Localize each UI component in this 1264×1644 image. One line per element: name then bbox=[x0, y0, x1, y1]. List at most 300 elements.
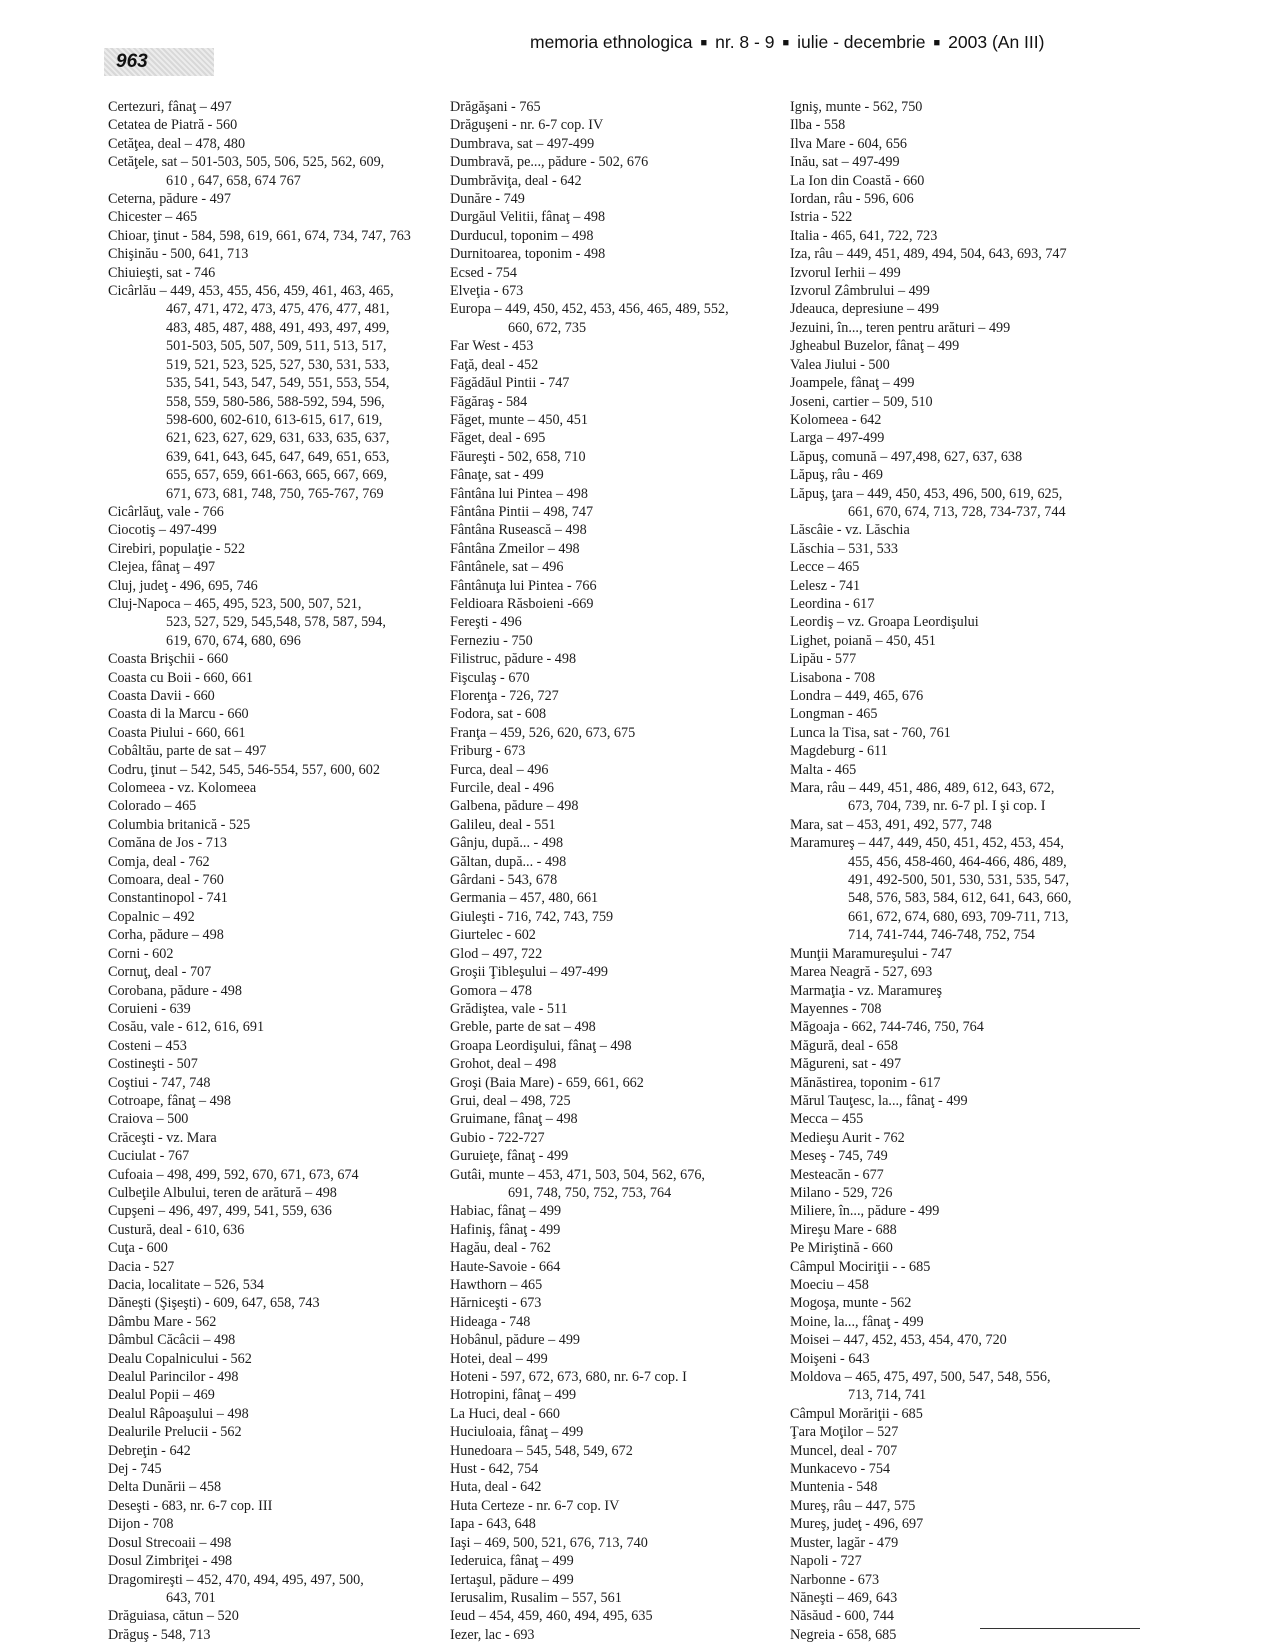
index-entry-text: Corobana, pădure - 498 bbox=[108, 982, 242, 999]
index-entry bbox=[450, 1331, 780, 1349]
index-entry bbox=[450, 1202, 780, 1220]
index-entry-text: Far West - 453 bbox=[450, 338, 534, 355]
index-entry bbox=[450, 1092, 780, 1110]
index-entry bbox=[790, 1478, 1120, 1496]
index-entry bbox=[450, 208, 780, 226]
index-entry bbox=[108, 945, 438, 963]
index-entry bbox=[450, 448, 780, 466]
issue-year: 2003 (An III) bbox=[948, 32, 1045, 52]
index-entry bbox=[108, 540, 438, 558]
index-entry-text: Găltan, după... - 498 bbox=[450, 853, 567, 870]
index-entry-text: Cupşeni – 496, 497, 499, 541, 559, 636 bbox=[108, 1203, 332, 1220]
index-entry-text: Iezer, lac - 693 bbox=[450, 1626, 535, 1643]
page-number: 963 bbox=[104, 48, 214, 76]
index-entry bbox=[790, 577, 1120, 595]
index-entry bbox=[450, 724, 780, 742]
index-entry-text: Germania – 457, 480, 661 bbox=[450, 890, 599, 907]
index-entry-text: Lăpuş, ţara – 449, 450, 453, 496, 500, 619, 625, bbox=[790, 485, 1063, 502]
index-entry bbox=[108, 1000, 438, 1018]
index-entry-continuation: 619, 670, 674, 680, 696 bbox=[166, 632, 301, 649]
index-entry-text: Cornuţ, deal - 707 bbox=[108, 964, 212, 981]
index-entry bbox=[450, 1386, 780, 1404]
index-entry bbox=[108, 1092, 438, 1110]
index-entry-text: Dăneşti (Şişeşti) - 609, 647, 658, 743 bbox=[108, 1295, 320, 1312]
index-entry-text: Ilba - 558 bbox=[790, 117, 846, 134]
index-entry bbox=[790, 319, 1120, 337]
index-entry bbox=[108, 1313, 438, 1331]
index-entry-text: Coasta di la Marcu - 660 bbox=[108, 706, 249, 723]
index-entry-text: Coasta Brişchii - 660 bbox=[108, 651, 229, 668]
index-entry-text: Hawthorn – 465 bbox=[450, 1277, 543, 1293]
index-entry bbox=[108, 705, 438, 723]
index-entry-text: Custură, deal - 610, 636 bbox=[108, 1221, 245, 1238]
index-entry-text: Jezuini, în..., teren pentru arături – 499 bbox=[790, 319, 1011, 336]
index-entry-text: Comăna de Jos - 713 bbox=[108, 835, 228, 852]
index-entry bbox=[108, 521, 438, 539]
index-entry bbox=[108, 558, 438, 576]
index-entry-text: Câmpul Morăriţii - 685 bbox=[790, 1405, 923, 1422]
index-entry-continuation: 558, 559, 580-586, 588-592, 594, 596, bbox=[166, 393, 385, 410]
index-entry-text: Cosău, vale - 612, 616, 691 bbox=[108, 1019, 265, 1036]
index-entry bbox=[450, 1460, 780, 1478]
index-entry bbox=[450, 705, 780, 723]
index-entry-text: Huta Certeze - nr. 6-7 cop. IV bbox=[450, 1497, 620, 1514]
index-entry bbox=[790, 485, 1120, 522]
index-entry bbox=[450, 1515, 780, 1533]
index-entry-text: Dacia - 527 bbox=[108, 1258, 175, 1275]
index-entry-text: Mănăstirea, toponim - 617 bbox=[790, 1074, 941, 1091]
index-entry bbox=[790, 1552, 1120, 1570]
index-entry bbox=[790, 1166, 1120, 1184]
index-entry bbox=[450, 521, 780, 539]
index-entry-text: Lăpuş, râu - 469 bbox=[790, 467, 883, 484]
index-entry-text: Dej - 745 bbox=[108, 1461, 162, 1478]
index-entry bbox=[450, 300, 780, 337]
index-entry bbox=[108, 1368, 438, 1386]
index-entry-text: Moişeni - 643 bbox=[790, 1350, 870, 1367]
index-entry-text: Debreţin - 642 bbox=[108, 1442, 191, 1459]
index-entry bbox=[450, 1442, 780, 1460]
index-entry-text: Medieşu Aurit - 762 bbox=[790, 1129, 905, 1146]
index-entry bbox=[790, 1037, 1120, 1055]
index-entry bbox=[450, 1294, 780, 1312]
index-entry bbox=[450, 650, 780, 668]
index-entry bbox=[108, 963, 438, 981]
index-entry-text: Ecsed - 754 bbox=[450, 264, 517, 281]
index-entry-text: Joampele, fânaţ – 499 bbox=[790, 375, 915, 392]
index-entry bbox=[790, 1000, 1120, 1018]
index-entry bbox=[790, 190, 1120, 208]
index-entry bbox=[450, 411, 780, 429]
index-entry-text: Constantinopol - 741 bbox=[108, 890, 228, 907]
index-entry-text: La Huci, deal - 660 bbox=[450, 1405, 560, 1422]
index-entry-text: Lunca la Tisa, sat - 760, 761 bbox=[790, 724, 951, 741]
index-entry-text: La Ion din Coastă - 660 bbox=[790, 172, 925, 189]
index-column-3 bbox=[790, 98, 1120, 1644]
index-entry bbox=[450, 1147, 780, 1165]
index-entry bbox=[450, 871, 780, 889]
index-entry bbox=[450, 982, 780, 1000]
index-entry bbox=[108, 1497, 438, 1515]
index-entry bbox=[790, 374, 1120, 392]
index-entry bbox=[790, 1571, 1120, 1589]
index-entry-text: Ilva Mare - 604, 656 bbox=[790, 135, 908, 152]
index-entry bbox=[790, 98, 1120, 116]
index-entry bbox=[450, 466, 780, 484]
index-entry-continuation: 519, 521, 523, 525, 527, 530, 531, 533, bbox=[166, 356, 390, 373]
index-entry-text: Corha, pădure – 498 bbox=[108, 927, 224, 944]
index-entry-text: Narbonne - 673 bbox=[790, 1571, 880, 1588]
index-entry-text: Chioar, ţinut - 584, 598, 619, 661, 674, 734, 747, 763 bbox=[108, 227, 411, 244]
index-entry bbox=[108, 227, 438, 245]
index-entry-text: Igniş, munte - 562, 750 bbox=[790, 99, 923, 115]
index-entry-text: Durducul, toponim – 498 bbox=[450, 227, 594, 244]
index-entry bbox=[108, 669, 438, 687]
index-entry bbox=[108, 1571, 438, 1608]
index-entry-text: Groapa Leordişului, fânaţ – 498 bbox=[450, 1037, 632, 1054]
index-entry-text: Miliere, în..., pădure - 499 bbox=[790, 1203, 940, 1220]
journal-title: memoria ethnologica bbox=[530, 32, 693, 52]
index-entry-text: Hoteni - 597, 672, 673, 680, nr. 6-7 cop. I bbox=[450, 1369, 687, 1386]
index-entry-text: Mara, sat – 453, 491, 492, 577, 748 bbox=[790, 816, 992, 833]
index-entry-text: Valea Jiului - 500 bbox=[790, 356, 890, 373]
index-entry bbox=[450, 1589, 780, 1607]
index-entry bbox=[450, 1571, 780, 1589]
index-entry bbox=[450, 963, 780, 981]
index-entry-text: Năsăud - 600, 744 bbox=[790, 1608, 895, 1625]
index-entry bbox=[108, 982, 438, 1000]
index-entry bbox=[790, 816, 1120, 834]
index-entry-text: Coasta cu Boii - 660, 661 bbox=[108, 669, 254, 686]
index-entry-text: Jgheabul Buzelor, fânaţ – 499 bbox=[790, 338, 960, 355]
index-entry-continuation: 455, 456, 458-460, 464-466, 486, 489, bbox=[848, 853, 1067, 870]
index-entry bbox=[450, 797, 780, 815]
index-entry bbox=[450, 503, 780, 521]
index-entry-text: Grădiştea, vale - 511 bbox=[450, 1000, 568, 1017]
index-entry-text: Corni - 602 bbox=[108, 945, 174, 962]
index-entry-text: Feldioara Răsboieni -669 bbox=[450, 595, 594, 612]
index-entry-text: Fodora, sat - 608 bbox=[450, 706, 547, 723]
index-entry-text: Grui, deal – 498, 725 bbox=[450, 1092, 571, 1109]
index-entry-text: Certezuri, fânaţ – 497 bbox=[108, 99, 232, 115]
index-entry bbox=[790, 742, 1120, 760]
index-entry-text: Coştiui - 747, 748 bbox=[108, 1074, 211, 1091]
index-entry-text: Pe Miriştină - 660 bbox=[790, 1240, 893, 1257]
index-entry-text: Drăguiasa, cătun – 520 bbox=[108, 1608, 239, 1625]
index-entry bbox=[790, 1313, 1120, 1331]
index-entry bbox=[108, 1442, 438, 1460]
index-entry bbox=[450, 577, 780, 595]
index-entry bbox=[108, 779, 438, 797]
index-entry-text: Galileu, deal - 551 bbox=[450, 816, 556, 833]
index-entry bbox=[790, 153, 1120, 171]
index-entry bbox=[108, 871, 438, 889]
index-entry bbox=[790, 282, 1120, 300]
index-entry-text: Câmpul Mociriţii - - 685 bbox=[790, 1258, 931, 1275]
index-entry bbox=[790, 393, 1120, 411]
index-entry-text: Magdeburg - 611 bbox=[790, 743, 888, 760]
index-entry-text: Napoli - 727 bbox=[790, 1553, 862, 1570]
index-entry-text: Franţa – 459, 526, 620, 673, 675 bbox=[450, 724, 636, 741]
index-entry-text: Ceterna, pădure - 497 bbox=[108, 191, 231, 208]
footer-rule bbox=[980, 1628, 1140, 1629]
index-entry bbox=[790, 669, 1120, 687]
index-entry-continuation: 621, 623, 627, 629, 631, 633, 635, 637, bbox=[166, 430, 390, 447]
index-entry bbox=[108, 1258, 438, 1276]
index-entry-text: Giurtelec - 602 bbox=[450, 927, 536, 944]
index-entry-text: Durgăul Velitii, fânaţ – 498 bbox=[450, 209, 606, 226]
index-entry-text: Hafiniş, fânaţ - 499 bbox=[450, 1221, 561, 1238]
index-entry-continuation: 639, 641, 643, 645, 647, 649, 651, 653, bbox=[166, 448, 390, 465]
index-entry bbox=[450, 282, 780, 300]
index-entry bbox=[790, 116, 1120, 134]
index-entry bbox=[450, 1258, 780, 1276]
index-entry-text: Hunedoara – 545, 548, 549, 672 bbox=[450, 1442, 633, 1459]
index-entry-text: Dumbrava, sat – 497-499 bbox=[450, 135, 595, 152]
index-entry bbox=[450, 1478, 780, 1496]
index-entry-text: Lisabona - 708 bbox=[790, 669, 876, 686]
index-entry-text: Cluj-Napoca – 465, 495, 523, 500, 507, 521, bbox=[108, 595, 362, 612]
index-entry-text: Glod – 497, 722 bbox=[450, 945, 543, 962]
index-entry-text: Fântâna lui Pintea – 498 bbox=[450, 485, 588, 502]
index-entry-text: Cicârlăuţ, vale - 766 bbox=[108, 503, 224, 520]
index-entry bbox=[450, 687, 780, 705]
index-entry bbox=[790, 779, 1120, 816]
index-entry bbox=[450, 1074, 780, 1092]
index-entry bbox=[450, 374, 780, 392]
index-entry-text: Greble, parte de sat – 498 bbox=[450, 1019, 596, 1036]
index-entry-text: Coruieni - 639 bbox=[108, 1000, 191, 1017]
index-entry bbox=[450, 595, 780, 613]
index-entry-text: Moisei – 447, 452, 453, 454, 470, 720 bbox=[790, 1332, 1007, 1349]
index-entry-text: Chicester – 465 bbox=[108, 209, 198, 226]
index-entry bbox=[108, 853, 438, 871]
index-entry-text: Negreia - 658, 685 bbox=[790, 1626, 897, 1643]
index-entry-continuation: 501-503, 505, 507, 509, 511, 513, 517, bbox=[166, 338, 387, 355]
index-entry-text: Chişinău - 500, 641, 713 bbox=[108, 246, 249, 263]
index-entry bbox=[790, 1294, 1120, 1312]
index-entry bbox=[790, 945, 1120, 963]
index-entry-text: Fântânuţa lui Pintea - 766 bbox=[450, 577, 597, 594]
index-entry bbox=[108, 1478, 438, 1496]
index-entry bbox=[450, 1607, 780, 1625]
index-entry bbox=[790, 1534, 1120, 1552]
index-entry bbox=[790, 1515, 1120, 1533]
index-entry bbox=[108, 1460, 438, 1478]
index-entry bbox=[450, 834, 780, 852]
index-entry-text: Dealu Copalnicului - 562 bbox=[108, 1350, 252, 1367]
index-entry bbox=[450, 116, 780, 134]
index-entry-text: Mesteacăn - 677 bbox=[790, 1166, 884, 1183]
index-entry bbox=[108, 503, 438, 521]
index-entry-text: Delta Dunării – 458 bbox=[108, 1479, 222, 1496]
index-entry-text: Dragomireşti – 452, 470, 494, 495, 497, 500, bbox=[108, 1571, 364, 1588]
index-entry-text: Fântâna Rusească – 498 bbox=[450, 522, 587, 539]
index-entry bbox=[450, 613, 780, 631]
index-entry-text: Moine, la..., fânaţ - 499 bbox=[790, 1313, 924, 1330]
index-entry-continuation: 643, 701 bbox=[166, 1589, 216, 1606]
index-entry-text: Marmaţia - vz. Maramureş bbox=[790, 982, 943, 999]
index-entry-text: Groşii Ţibleşului – 497-499 bbox=[450, 964, 609, 981]
index-entry bbox=[790, 1202, 1120, 1220]
index-entry bbox=[790, 429, 1120, 447]
index-entry-text: Mureş, râu – 447, 575 bbox=[790, 1497, 916, 1514]
index-entry bbox=[450, 190, 780, 208]
index-entry-text: Mecca – 455 bbox=[790, 1111, 864, 1128]
index-entry-text: Craiova – 500 bbox=[108, 1111, 189, 1128]
index-entry bbox=[450, 761, 780, 779]
index-entry-text: Cicârlău – 449, 453, 455, 456, 459, 461, 463, 465, bbox=[108, 283, 394, 300]
index-entry bbox=[450, 1129, 780, 1147]
index-entry-text: Moeciu – 458 bbox=[790, 1277, 869, 1293]
index-entry-text: Mărul Tauţesc, la..., fânaţ - 499 bbox=[790, 1092, 968, 1109]
index-entry-continuation: 660, 672, 735 bbox=[508, 319, 587, 336]
index-entry bbox=[450, 1000, 780, 1018]
index-entry-continuation: 491, 492-500, 501, 530, 531, 535, 547, bbox=[848, 872, 1070, 889]
index-entry-text: Coasta Piului - 660, 661 bbox=[108, 724, 246, 741]
index-entry-text: Lighet, poiană – 450, 451 bbox=[790, 632, 936, 649]
index-entry bbox=[450, 1534, 780, 1552]
index-entry bbox=[450, 816, 780, 834]
index-entry bbox=[790, 411, 1120, 429]
index-entry bbox=[450, 1405, 780, 1423]
index-entry-continuation: 598-600, 602-610, 613-615, 617, 619, bbox=[166, 411, 383, 428]
index-entry bbox=[108, 1294, 438, 1312]
index-entry bbox=[108, 1147, 438, 1165]
index-entry bbox=[790, 356, 1120, 374]
index-entry-text: Ciocotiş – 497-499 bbox=[108, 522, 217, 539]
index-entry bbox=[450, 779, 780, 797]
index-entry bbox=[450, 540, 780, 558]
index-entry bbox=[108, 834, 438, 852]
index-entry bbox=[790, 337, 1120, 355]
index-entry-text: Grohot, deal – 498 bbox=[450, 1056, 557, 1073]
index-entry bbox=[450, 558, 780, 576]
index-entry bbox=[790, 1018, 1120, 1036]
index-entry-text: Dealurile Prelucii - 562 bbox=[108, 1424, 242, 1441]
index-entry-text: Hărniceşti - 673 bbox=[450, 1295, 542, 1312]
index-entry-text: Guruieţe, fânaţ - 499 bbox=[450, 1148, 569, 1165]
running-header bbox=[530, 32, 1044, 53]
index-entry-continuation: 467, 471, 472, 473, 475, 476, 477, 481, bbox=[166, 301, 390, 318]
index-entry-text: Cotroape, fânaţ – 498 bbox=[108, 1092, 231, 1109]
index-entry bbox=[790, 834, 1120, 944]
index-entry bbox=[450, 1166, 780, 1203]
index-entry bbox=[108, 577, 438, 595]
index-entry bbox=[108, 1423, 438, 1441]
index-entry-text: Făgădăul Pintii - 747 bbox=[450, 375, 570, 392]
index-entry bbox=[450, 1313, 780, 1331]
index-entry bbox=[790, 245, 1120, 263]
index-entry-text: Iertaşul, pădure – 499 bbox=[450, 1571, 574, 1588]
index-entry bbox=[108, 1239, 438, 1257]
index-entry-text: Kolomeea - 642 bbox=[790, 411, 882, 428]
index-entry-text: Clejea, fânaţ – 497 bbox=[108, 559, 216, 576]
index-entry-text: Colomeea - vz. Kolomeea bbox=[108, 780, 257, 797]
index-entry bbox=[108, 282, 438, 503]
index-entry bbox=[790, 1239, 1120, 1257]
index-entry-text: Cetăţele, sat – 501-503, 505, 506, 525, 562, 609, bbox=[108, 154, 385, 171]
index-entry bbox=[108, 1534, 438, 1552]
index-entry bbox=[450, 245, 780, 263]
index-entry bbox=[790, 761, 1120, 779]
index-entry-text: Giuleşti - 716, 742, 743, 759 bbox=[450, 908, 614, 925]
index-entry-text: Istria - 522 bbox=[790, 209, 853, 226]
index-entry bbox=[108, 1129, 438, 1147]
index-entry-text: Milano - 529, 726 bbox=[790, 1184, 893, 1201]
index-entry-text: Cuţa - 600 bbox=[108, 1240, 168, 1257]
index-entry-text: Florenţa - 726, 727 bbox=[450, 688, 559, 704]
index-entry-text: Friburg - 673 bbox=[450, 743, 526, 760]
issue-months: iulie - decembrie bbox=[797, 32, 926, 52]
index-entry bbox=[108, 1074, 438, 1092]
index-entry bbox=[108, 1607, 438, 1625]
index-entry-text: Habiac, fânaţ – 499 bbox=[450, 1203, 562, 1220]
index-entry bbox=[108, 1202, 438, 1220]
index-entry-text: Făureşti - 502, 658, 710 bbox=[450, 448, 586, 465]
index-entry-text: Gutâi, munte – 453, 471, 503, 504, 562, 676, bbox=[450, 1166, 705, 1183]
index-entry-text: Colorado – 465 bbox=[108, 798, 197, 815]
index-entry-text: Ţara Moţilor – 527 bbox=[790, 1424, 899, 1441]
index-entry bbox=[790, 558, 1120, 576]
index-entry-continuation: 673, 704, 739, nr. 6-7 pl. I şi cop. I bbox=[848, 798, 1046, 815]
index-entry-text: Fântâna Zmeilor – 498 bbox=[450, 540, 580, 557]
index-entry bbox=[450, 1626, 780, 1644]
index-entry bbox=[450, 1423, 780, 1441]
index-entry bbox=[790, 1110, 1120, 1128]
index-entry-text: Galbena, pădure – 498 bbox=[450, 798, 579, 815]
separator-square-icon: ■ bbox=[782, 37, 790, 49]
index-entry bbox=[450, 337, 780, 355]
index-entry bbox=[450, 227, 780, 245]
index-entry bbox=[450, 669, 780, 687]
index-entry-text: Izvorul Zâmbrului – 499 bbox=[790, 283, 930, 300]
index-entry bbox=[108, 116, 438, 134]
index-entry bbox=[450, 1497, 780, 1515]
index-entry bbox=[790, 687, 1120, 705]
index-entry bbox=[790, 1055, 1120, 1073]
index-entry bbox=[450, 1239, 780, 1257]
index-entry-continuation: 655, 657, 659, 661-663, 665, 667, 669, bbox=[166, 467, 388, 484]
index-entry-text: Lelesz - 741 bbox=[790, 577, 861, 594]
index-entry bbox=[450, 1276, 780, 1294]
index-entry-continuation: 610 , 647, 658, 674 767 bbox=[166, 172, 301, 189]
index-entry bbox=[790, 1368, 1120, 1405]
index-entry bbox=[450, 264, 780, 282]
index-entry-text: Coasta Davii - 660 bbox=[108, 688, 215, 704]
index-entry-text: Durnitoarea, toponim - 498 bbox=[450, 246, 606, 263]
index-entry bbox=[450, 485, 780, 503]
index-entry bbox=[790, 963, 1120, 981]
index-entry-text: Făget, munte – 450, 451 bbox=[450, 411, 588, 428]
index-entry-text: Cluj, judeţ - 496, 695, 746 bbox=[108, 577, 258, 594]
index-entry bbox=[108, 1626, 438, 1644]
index-entry-text: Ieud – 454, 459, 460, 494, 495, 635 bbox=[450, 1608, 653, 1625]
index-entry-text: Cetăţea, deal – 478, 480 bbox=[108, 135, 246, 152]
index-entry-text: Gârdani - 543, 678 bbox=[450, 872, 558, 889]
index-entry bbox=[108, 1515, 438, 1533]
index-entry bbox=[108, 1037, 438, 1055]
index-entry-text: Mogoşa, munte - 562 bbox=[790, 1295, 912, 1312]
index-entry bbox=[450, 135, 780, 153]
index-entry bbox=[790, 1092, 1120, 1110]
index-entry bbox=[108, 908, 438, 926]
index-entry-text: Iapa - 643, 648 bbox=[450, 1516, 536, 1533]
index-entry-text: Măgoaja - 662, 744-746, 750, 764 bbox=[790, 1019, 984, 1036]
index-entry bbox=[450, 172, 780, 190]
index-entry-text: Izvorul Ierhii – 499 bbox=[790, 264, 901, 281]
index-entry-text: Dijon - 708 bbox=[108, 1516, 174, 1533]
